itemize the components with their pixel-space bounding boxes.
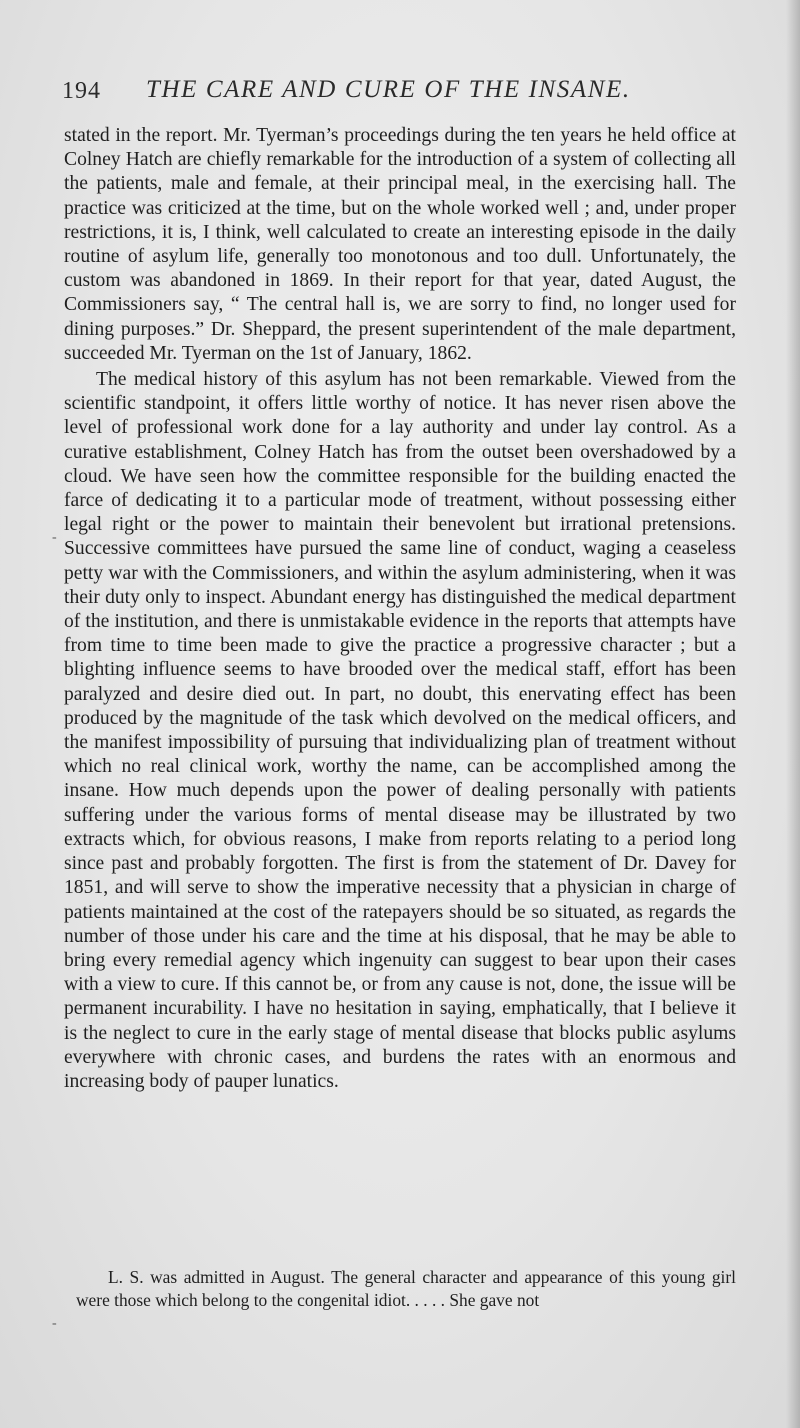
- quoted-extract: [76, 1266, 736, 1312]
- stray-mark: -: [52, 1316, 57, 1331]
- extract-paragraph: L. S. was admitted in August. The general character and appearance of this young girl were those which belong to the congenital idiot. . . . . She gave not: [76, 1267, 736, 1310]
- running-title: THE CARE AND CURE OF THE INSANE.: [146, 76, 631, 103]
- page-number: 194: [62, 78, 101, 104]
- paragraph: The medical history of this asylum has not been remarkable. Viewed from the scientific standpoint, it offers little worthy of notice. It has never risen above the level of professional work done for a lay authority and under lay control. As a curative establishment, Colney Hatch has from the outset been overshadowed by a cloud. We have seen how the committee responsible for the building enacted the farce of dedicating it to a particular mode of treatment, without possessing either legal right or the power to maintain their benevolent but irrational pretensions. Successive committees have pursued the same line of conduct, waging a ceaseless petty war with the Commissioners, and within the asylum administering, when it was their duty only to inspect. Abundant energy has distinguished the medical department of the institution, and there is unmistakable evidence in the reports that attempts have from time to time been made to give the practice a progressive character ; but a blighting influence seems to have brooded over the medical staff, effort has been paralyzed and desire died out. In part, no doubt, this enervating effect has been produced by the magnitude of the task which devolved on the medical officers, and the manifest impossibility of pursuing that individualizing plan of treatment without which no real clinical work, worthy the name, can be accomplished among the insane. How much depends upon the power of dealing personally with patients suffering under the various forms of mental disease may be illustrated by two extracts which, for obvious reasons, I make from reports relating to a period long since past and probably forgotten. The first is from the statement of Dr. Davey for 1851, and will serve to show the imperative necessity that a physician in charge of patients maintained at the cost of the ratepayers should be so situated, as regards the number of those under his care and the time at his disposal, that he may be able to bring every remedial agency which ingenuity can suggest to bear upon their cases with a view to cure. If this cannot be, or from any cause is not, done, the issue will be permanent incurability. I have no hesitation in saying, emphatically, that I believe it is the neglect to cure in the early stage of mental disease that blocks public asylums everywhere with chronic cases, and burdens the rates with an enormous and increasing body of pauper lunatics.: [64, 369, 736, 1092]
- main-text: [64, 124, 736, 1094]
- page-header: [60, 72, 740, 112]
- paragraph: stated in the report. Mr. Tyerman’s proceedings during the ten years he held office at Colney Hatch are chiefly remarkable for the introduction of a system of collecting all the patients, male and female, at their principal meal, in the exercising hall. The practice was criticized at the time, but on the whole worked well ; and, under proper restrictions, it is, I think, well calculated to create an interesting episode in the daily routine of asylum life, generally too monotonous and too dull. Unfortunately, the custom was abandoned in 1869. In their report for that year, dated August, the Commissioners say, “ The central hall is, we are sorry to find, no longer used for dining purposes.” Dr. Sheppard, the present superintendent of the male department, succeeded Mr. Tyerman on the 1st of January, 1862.: [64, 125, 736, 364]
- page-edge-shadow: [786, 0, 800, 1428]
- stray-mark: -: [52, 530, 57, 545]
